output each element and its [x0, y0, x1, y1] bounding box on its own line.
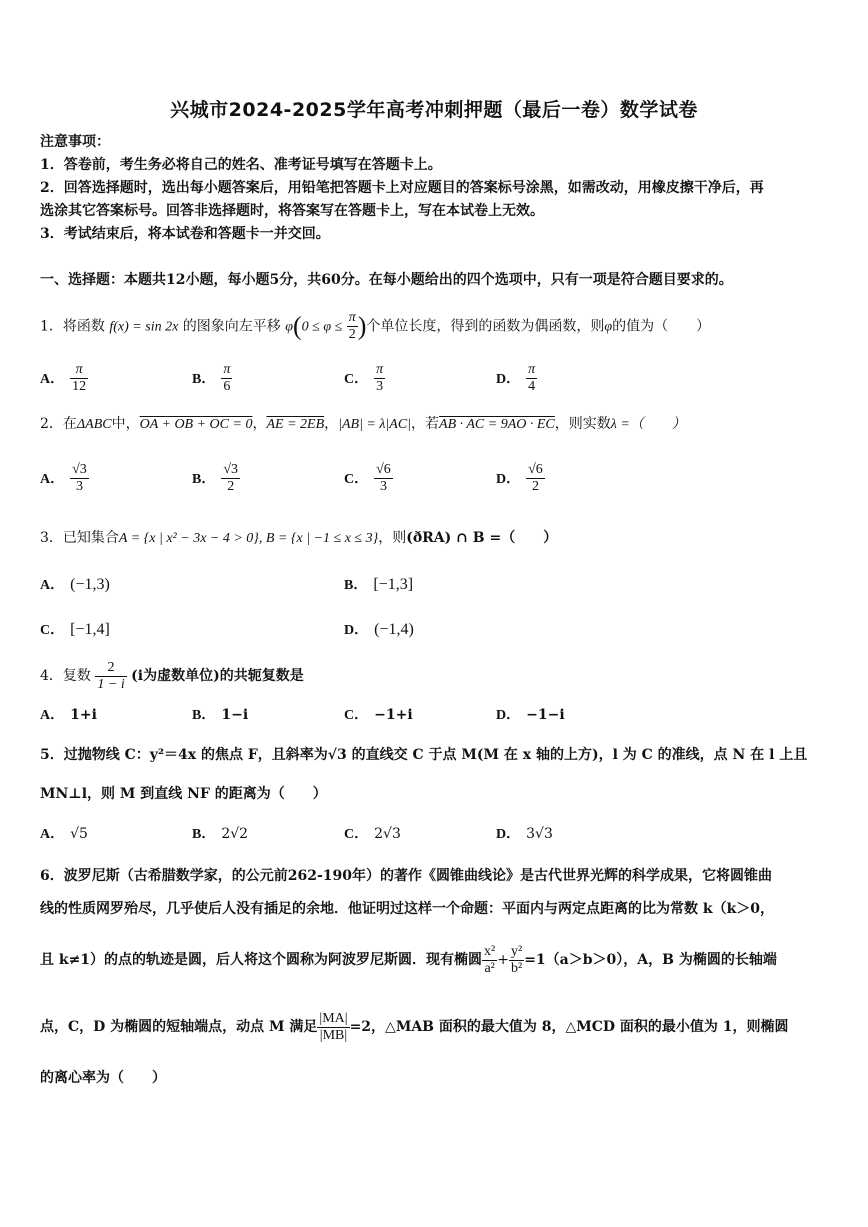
question-2-stem: 2．在ΔABC中，OA + OB + OC = 0，AE = 2EB，|AB| = λ|AC|，若AB · AC = 9AO · EC，则实数λ =（ ）: [40, 416, 686, 432]
q6-text: 且 k≠1）的点的轨迹是圆，后人将这个圆称为阿波罗尼斯圆．现有椭圆: [40, 952, 483, 968]
q5-option-c[interactable]: C． 2√3: [344, 826, 401, 842]
q3-option-b[interactable]: B． [−1,3]: [344, 576, 414, 593]
q2-option-b[interactable]: B． $\frac{√3}{2}$: [192, 462, 239, 494]
question-3-stem: [40, 528, 838, 549]
question-4-stem: [40, 658, 838, 694]
notice-heading: 注意事项：: [40, 134, 110, 150]
page-title: 兴城市2024-2025学年高考冲刺押题（最后一卷）数学试卷: [170, 99, 698, 121]
q1-function: f(x) = sin 2x: [109, 319, 179, 335]
notice-item: 3．考试结束后，将本试卷和答题卡一并交回。: [40, 226, 330, 242]
question-1-stem: [40, 310, 838, 343]
q2-text: 2．在: [40, 416, 77, 432]
q1-option-a[interactable]: A． $\frac{\pi}{12}$: [40, 362, 87, 394]
q6-text: 点，C，D 为椭圆的短轴端点，动点 M 满足: [40, 1019, 318, 1035]
question-5-line: 5．过抛物线 C：y²＝4x 的焦点 F，且斜率为√3 的直线交 C 于点 M(M 在 x 轴的上方)，l 为 C 的准线，点 N 在 l 上且: [40, 747, 808, 763]
q1-paren: ): [357, 311, 367, 341]
question-6-line: [40, 1009, 838, 1045]
q5-option-d[interactable]: D． 3√3: [496, 826, 553, 842]
q6-plus: +: [497, 952, 509, 968]
q1-paren: (: [292, 311, 302, 341]
q1-condition: 0 ≤ φ ≤: [301, 319, 343, 335]
q1-option-c[interactable]: C． $\frac{\pi}{3}$: [344, 362, 384, 394]
q1-phi: φ: [604, 319, 613, 335]
q4-option-b[interactable]: B． 1−i: [192, 707, 249, 723]
question-6-line: 6．波罗尼斯（古希腊数学家，的公元前262-190年）的著作《圆锥曲线论》是古代世界光辉的科学成果，它将圆锥曲: [40, 868, 772, 884]
q1-text: 个单位长度，得到的函数为偶函数，则: [366, 318, 605, 335]
q4-option-c[interactable]: C． −1+i: [344, 707, 413, 723]
q3-expression: (ðRA) ∩ B =（ ）: [406, 530, 558, 546]
q6-text: =2，△MAB 面积的最大值为 8，△MCD 面积的最小值为 1，则椭圆: [349, 1019, 789, 1035]
q4-text: 4．复数: [40, 668, 91, 684]
q3-set-a: A = {x | x² − 3x − 4 > 0}: [118, 531, 259, 546]
q6-y-fraction: $\frac{\text{y²}}{\text{b²}}$: [510, 943, 523, 976]
question-6-line: 线的性质网罗殆尽，几乎使后人没有插足的余地．他证明过这样一个命题：平面内与两定点距离的比为常数 k（k＞0，: [40, 901, 775, 917]
q6-x-fraction: $\frac{\text{x²}}{\text{a²}}$: [484, 943, 496, 976]
q2-option-a[interactable]: A． $\frac{√3}{3}$: [40, 462, 87, 494]
q6-ratio-fraction: $\frac{|MA|}{|MB|}$: [319, 1010, 348, 1043]
question-5-line: MN⊥l，则 M 到直线 NF 的距离为（ ）: [40, 786, 327, 802]
q1-phi: φ: [285, 319, 293, 335]
notice-item: 2．回答选择题时，选出每小题答案后，用铅笔把答题卡上对应题目的答案标号涂黑，如需改动，用橡皮擦干净后，再: [40, 180, 764, 196]
question-6-line: 的离心率为（ ）: [40, 1070, 166, 1086]
notice-item: 1．答卷前，考生务必将自己的姓名、准考证号填写在答题卡上。: [40, 157, 442, 173]
q2-option-c[interactable]: C． $\frac{√6}{3}$: [344, 462, 391, 494]
q3-set-b: , B = {x | −1 ≤ x ≤ 3}: [258, 531, 379, 546]
section-header: 一、选择题：本题共12小题，每小题5分，共60分。在每小题给出的四个选项中，只有一项是符合题目要求的。: [40, 272, 733, 288]
q2-eq4: AB · AC = 9AO · EC: [439, 417, 555, 432]
q1-text: 的图象向左平移: [182, 318, 281, 335]
q3-option-a[interactable]: A． (−1,3): [40, 576, 110, 593]
q5-option-a[interactable]: A． √5: [40, 826, 88, 842]
q3-option-c[interactable]: C． [−1,4]: [40, 621, 110, 638]
question-6-line: [40, 942, 838, 978]
q3-text: 3．已知集合: [40, 530, 119, 546]
q2-text: ，则实数: [554, 416, 611, 432]
notice-item: 选涂其它答案标号。回答非选择题时，将答案写在答题卡上，写在本试卷上无效。: [40, 203, 544, 219]
q2-eq3: |AB| = λ|AC|: [338, 417, 412, 432]
q1-text: 的值为（ ）: [612, 318, 711, 335]
q2-eq1: OA + OB + OC = 0: [139, 417, 253, 432]
q1-text: 1．将函数: [40, 318, 105, 335]
q3-text: ，则: [378, 530, 407, 546]
q2-option-d[interactable]: D． $\frac{√6}{2}$: [496, 462, 543, 494]
q2-eq2: AE = 2EB: [266, 417, 325, 432]
q1-option-d[interactable]: D． $\frac{\pi}{4}$: [496, 362, 536, 394]
q1-pi-over-2: $\frac{\pi}{2}$: [348, 310, 356, 342]
q2-text: ，若: [411, 416, 440, 432]
q5-option-b[interactable]: B． 2√2: [192, 826, 249, 842]
q4-text: (i为虚数单位)的共轭复数是: [131, 668, 304, 684]
q2-text: 中，: [111, 416, 140, 432]
q4-option-d[interactable]: D． −1−i: [496, 707, 565, 723]
q1-option-b[interactable]: B． $\frac{\pi}{6}$: [192, 362, 231, 394]
q4-fraction: $\frac{2}{1 - i}$: [97, 659, 125, 692]
q6-text: =1（a＞b＞0），A，B 为椭圆的长轴端: [524, 952, 777, 968]
q4-option-a[interactable]: A． 1+i: [40, 707, 97, 723]
q2-tail: λ =（ ）: [610, 417, 686, 432]
q2-triangle: ΔABC: [76, 417, 112, 432]
q3-option-d[interactable]: D． (−1,4): [344, 621, 414, 638]
